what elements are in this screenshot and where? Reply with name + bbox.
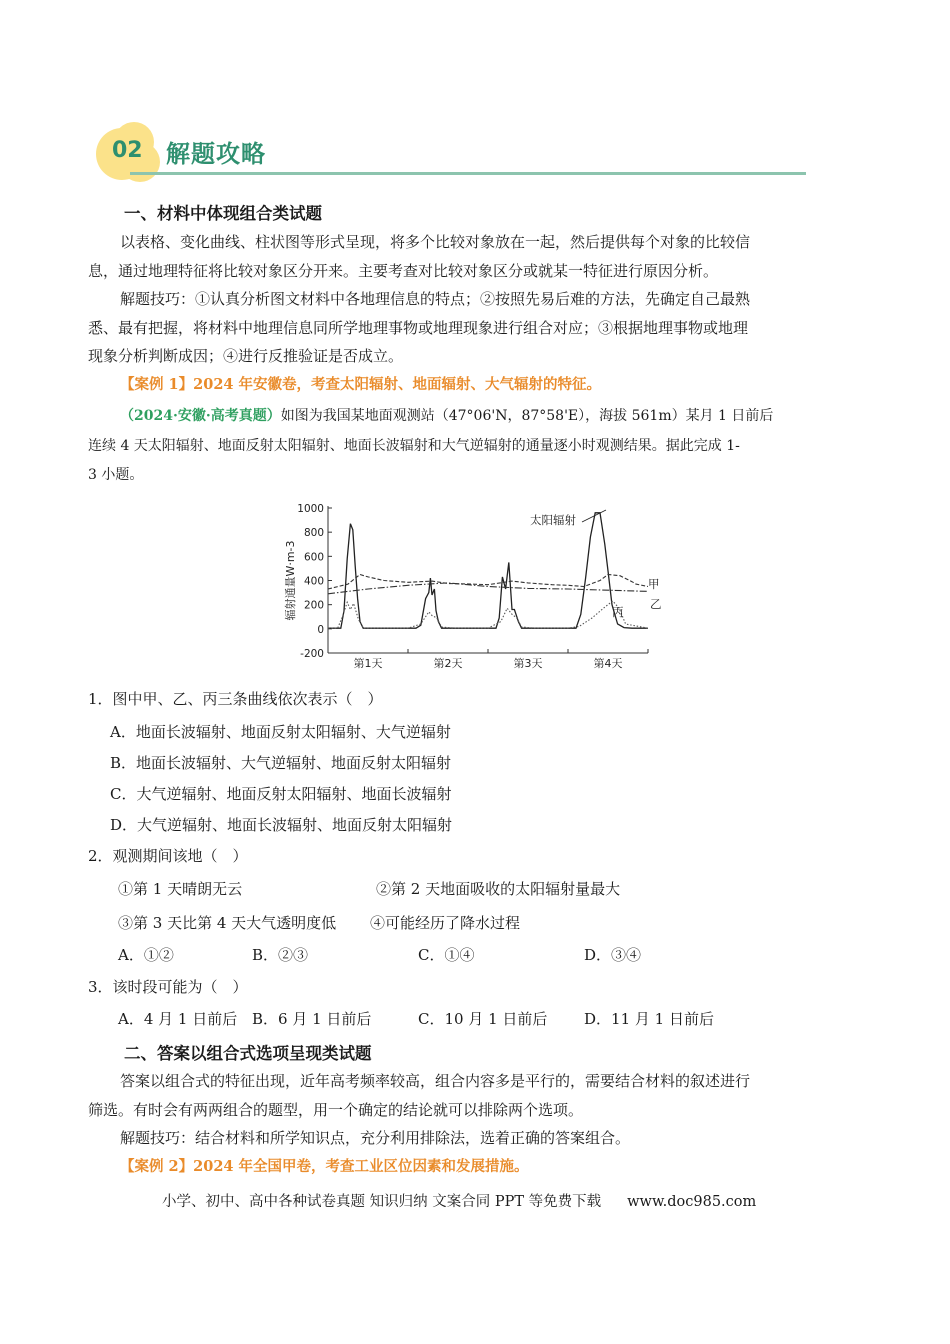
y-tick-label: 0	[317, 623, 324, 636]
q2-option-b: B．②③	[252, 946, 309, 964]
q1-option-c: C．大气逆辐射、地面反射太阳辐射、地面长波辐射	[110, 785, 452, 803]
section-number: 02	[112, 138, 143, 163]
part2-para2: 解题技巧：结合材料和所学知识点，充分利用排除法，选着正确的答案组合。	[120, 1129, 631, 1147]
question-1: 1．图中甲、乙、丙三条曲线依次表示（ ）	[88, 690, 383, 708]
question-stem-line2: 连续 4 天太阳辐射、地面反射太阳辐射、地面长波辐射和大气逆辐射的通量逐小时观测结果。据此完成 1-	[88, 438, 740, 454]
y-tick-label: 1000	[297, 503, 324, 515]
q2-option-c: C．①④	[418, 946, 475, 964]
y-tick-label: 200	[303, 599, 324, 612]
y-axis-label: 辐射通量W·m-3	[284, 540, 297, 621]
q2-statement-3: ③第 3 天比第 4 天大气透明度低	[118, 914, 337, 932]
footer-description: 小学、初中、高中各种试卷真题 知识归纳 文案合同 PPT 等免费下载	[162, 1194, 602, 1210]
q2-statement-4: ④可能经历了降水过程	[370, 914, 521, 932]
case1-label: 【案例 1】2024 年安徽卷，考查太阳辐射、地面辐射、大气辐射的特征。	[120, 376, 602, 393]
part2-para1-line2: 筛选。有时会有两两组合的题型，用一个确定的结论就可以排除两个选项。	[88, 1101, 584, 1119]
section-title: 解题攻略	[166, 140, 266, 168]
series-annotation: 丙	[612, 605, 624, 619]
part1-heading: 一、材料中体现组合类试题	[124, 204, 322, 223]
part1-para2-line1: 解题技巧：①认真分析图文材料中各地理信息的特点；②按照先易后难的方法，先确定自己最熟	[120, 290, 751, 308]
y-tick-label: 800	[303, 527, 324, 540]
y-tick-label: 600	[303, 551, 324, 564]
part1-para2-line3: 现象分析判断成因；④进行反推验证是否成立。	[88, 347, 404, 365]
footer-text	[162, 1190, 756, 1211]
radiation-chart	[276, 496, 668, 676]
q1-option-d: D．大气逆辐射、地面长波辐射、地面反射太阳辐射	[110, 816, 453, 834]
q2-statement-1: ①第 1 天晴朗无云	[118, 880, 243, 898]
y-tick-label: -200	[300, 648, 324, 660]
x-category-label: 第2天	[433, 657, 463, 670]
question-3: 3．该时段可能为（ ）	[88, 978, 248, 996]
q3-option-c: C．10 月 1 日前后	[418, 1010, 548, 1028]
series-line-甲	[328, 575, 648, 590]
part2-heading: 二、答案以组合式选项呈现类试题	[124, 1044, 372, 1063]
series-line-丙	[328, 601, 648, 628]
q2-option-a: A．①②	[118, 946, 174, 964]
case2-label: 【案例 2】2024 年全国甲卷，考查工业区位因素和发展措施。	[120, 1158, 529, 1175]
question-source: （2024·安徽·高考真题）	[120, 408, 281, 424]
question-2: 2．观测期间该地（ ）	[88, 847, 248, 865]
stem-line1-text: 如图为我国某地面观测站（47°06'N，87°58'E），海拔 561m）某月 1 日前后	[280, 408, 774, 424]
series-annotation: 太阳辐射	[530, 513, 576, 527]
part1-para1-line1: 以表格、变化曲线、柱状图等形式呈现，将多个比较对象放在一起，然后提供每个对象的比较信	[120, 233, 751, 251]
x-category-label: 第3天	[513, 657, 543, 670]
part1-para1-line2: 息，通过地理特征将比较对象区分开来。主要考查对比较对象区分或就某一特征进行原因分析。	[88, 262, 719, 280]
part1-para2-line2: 悉、最有把握，将材料中地理信息同所学地理事物或地理现象进行组合对应；③根据地理事物或地理	[88, 319, 749, 337]
y-tick-label: 400	[303, 575, 324, 588]
question-stem-line1	[120, 402, 773, 431]
question-stem-line3: 3 小题。	[88, 467, 144, 483]
q1-option-a: A．地面长波辐射、地面反射太阳辐射、大气逆辐射	[110, 723, 451, 741]
series-line-太阳辐射	[328, 513, 648, 628]
series-annotation: 甲	[648, 577, 660, 591]
section-divider	[130, 172, 806, 175]
q3-option-d: D．11 月 1 日前后	[584, 1010, 714, 1028]
part2-para1-line1: 答案以组合式的特征出现，近年高考频率较高，组合内容多是平行的，需要结合材料的叙述进行	[120, 1072, 751, 1090]
x-category-label: 第4天	[593, 657, 623, 670]
x-category-label: 第1天	[353, 657, 383, 670]
q2-statement-2: ②第 2 天地面吸收的太阳辐射量最大	[376, 880, 621, 898]
q3-option-a: A．4 月 1 日前后	[118, 1010, 238, 1028]
q3-option-b: B．6 月 1 日前后	[252, 1010, 372, 1028]
series-annotation: 乙	[650, 597, 662, 611]
q1-option-b: B．地面长波辐射、大气逆辐射、地面反射太阳辐射	[110, 754, 452, 772]
footer-site-link[interactable]: www.doc985.com	[627, 1194, 757, 1210]
q2-option-d: D．③④	[584, 946, 642, 964]
